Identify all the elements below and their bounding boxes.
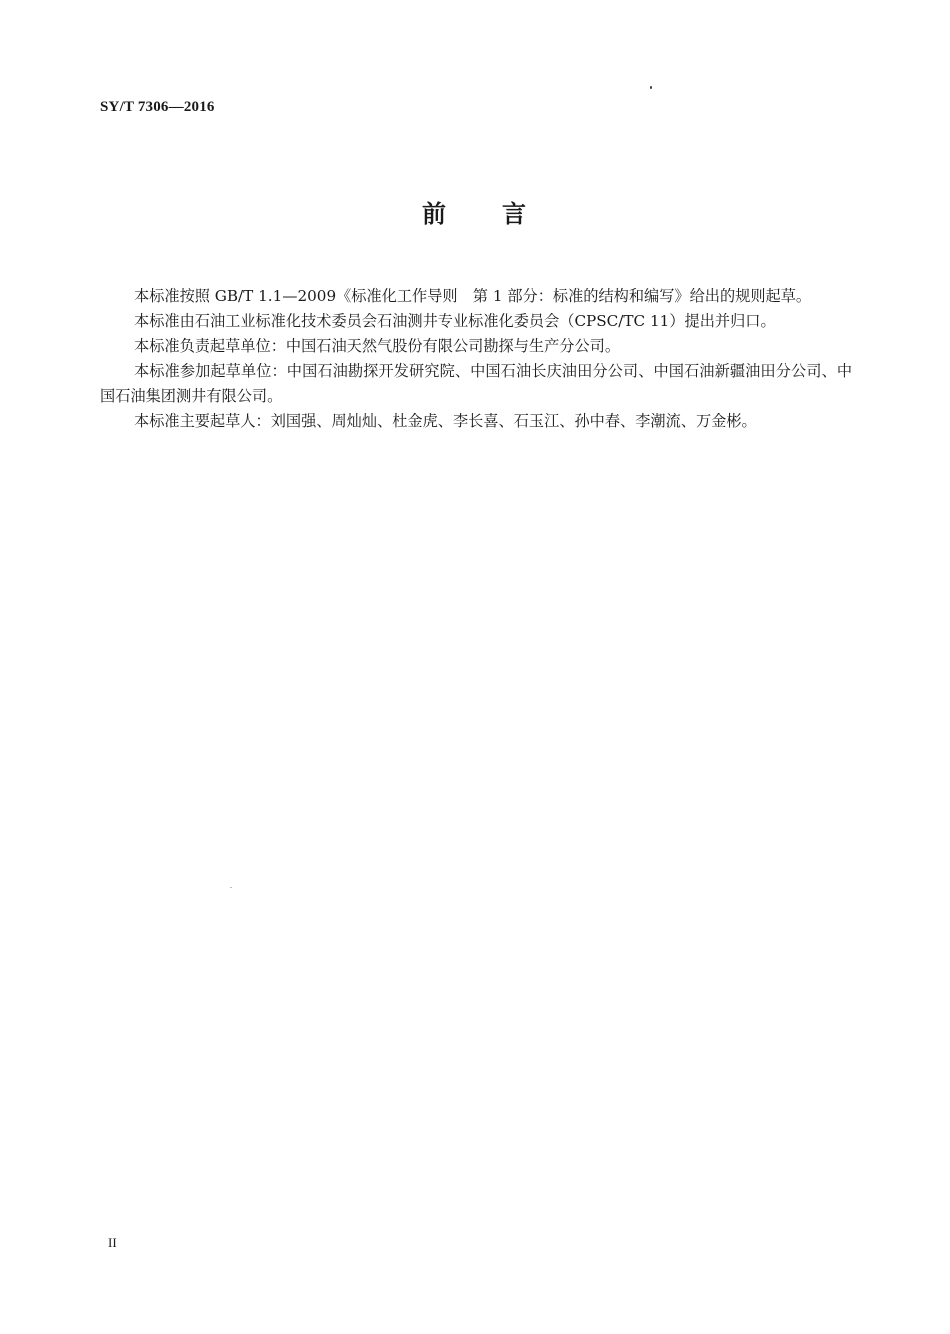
standard-code: SY/T 7306—2016 — [100, 99, 215, 115]
page-title-char: 言 — [502, 200, 528, 228]
preface-paragraph: 本标准按照 GB/T 1.1—2009《标准化工作导则 第 1 部分：标准的结构和编写》给出的规则起草。 — [134, 287, 812, 305]
preface-paragraph: 本标准由石油工业标准化技术委员会石油测井专业标准化委员会（CPSC/TC 11）提出并归口。 — [134, 312, 776, 330]
preface-body — [100, 284, 852, 434]
page-number: II — [108, 1235, 117, 1250]
preface-paragraph: 本标准主要起草人：刘国强、周灿灿、杜金虎、李长喜、石玉江、孙中春、李潮流、万金彬。 — [134, 412, 757, 430]
preface-paragraph: 本标准负责起草单位：中国石油天然气股份有限公司勘探与生产分公司。 — [134, 337, 620, 355]
scan-speck — [650, 86, 652, 89]
scan-speck — [230, 887, 232, 888]
page-title — [0, 194, 950, 229]
page-title-char: 前 — [422, 200, 448, 228]
preface-paragraph: 本标准参加起草单位：中国石油勘探开发研究院、中国石油长庆油田分公司、中国石油新疆油田分公司、中国石油集团测井有限公司。 — [100, 362, 852, 405]
